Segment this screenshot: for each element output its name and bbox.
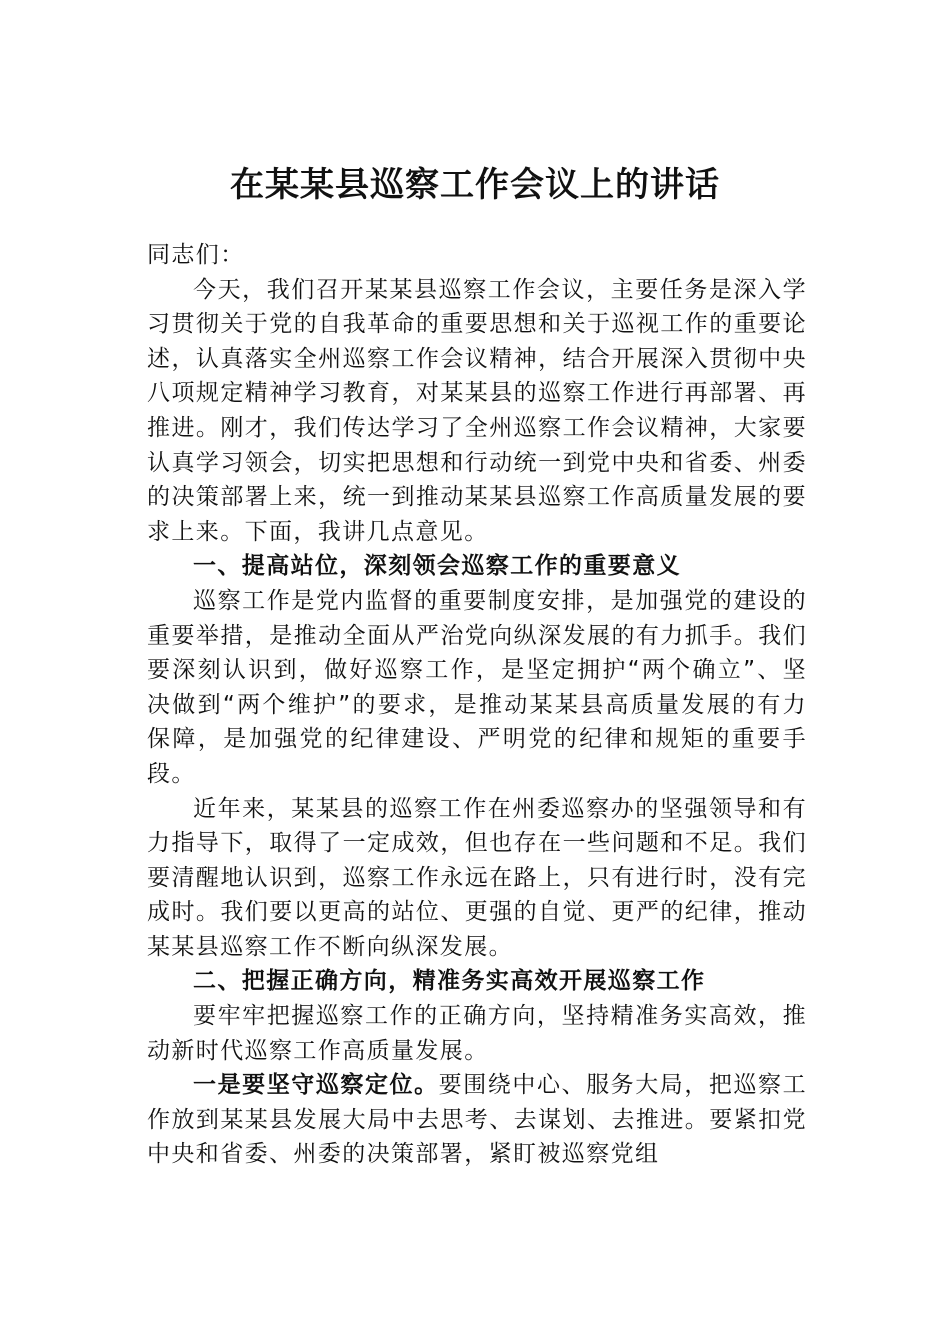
paragraph: 巡察工作是党内监督的重要制度安排，是加强党的建设的重要举措，是推动全面从严治党向纵深发展的有力抓手。我们要深刻认识到，做好巡察工作，是坚定拥护“两个确立”、坚决做到“两个维护”的要求，是推动某某县高质量发展的有力保障，是加强党的纪律建设、严明党的纪律和规矩的重要手段。 bbox=[147, 587, 807, 787]
paragraph: 要牢牢把握巡察工作的正确方向，坚持精准务实高效，推动新时代巡察工作高质量发展。 bbox=[147, 1003, 807, 1064]
paragraph bbox=[147, 1068, 807, 1172]
salutation: 同志们： bbox=[147, 242, 245, 268]
paragraph-text: 要围绕中心、服务大局，把巡察工作放到某某县发展大局中去思考、去谋划、去推进。要紧扣党中央和省委、州委的决策部署，紧盯被巡察党组 bbox=[147, 1072, 808, 1168]
section-heading: 一、提高站位，深刻领会巡察工作的重要意义 bbox=[193, 553, 681, 580]
section-heading: 二、把握正确方向，精准务实高效开展巡察工作 bbox=[193, 968, 706, 995]
paragraph: 今天，我们召开某某县巡察工作会议，主要任务是深入学习贯彻关于党的自我革命的重要思想和关于巡视工作的重要论述，认真落实全州巡察工作会议精神，结合开展深入贯彻中央八项规定精神学习教育，对某某县的巡察工作进行再部署、再推进。刚才，我们传达学习了全州巡察工作会议精神，大家要认真学习领会，切实把思想和行动统一到党中央和省委、州委的决策部署上来，统一到推动某某县巡察工作高质量发展的要求上来。下面，我讲几点意见。 bbox=[147, 276, 807, 545]
paragraph-lead: 一是要坚守巡察定位。 bbox=[193, 1072, 439, 1099]
document-title: 在某某县巡察工作会议上的讲话 bbox=[230, 165, 720, 205]
document-body bbox=[147, 238, 807, 1172]
paragraph: 近年来，某某县的巡察工作在州委巡察办的坚强领导和有力指导下，取得了一定成效，但也存在一些问题和不足。我们要清醒地认识到，巡察工作永远在路上，只有进行时，没有完成时。我们要以更高的站位、更强的自觉、更严的纪律，推动某某县巡察工作不断向纵深发展。 bbox=[147, 795, 807, 960]
